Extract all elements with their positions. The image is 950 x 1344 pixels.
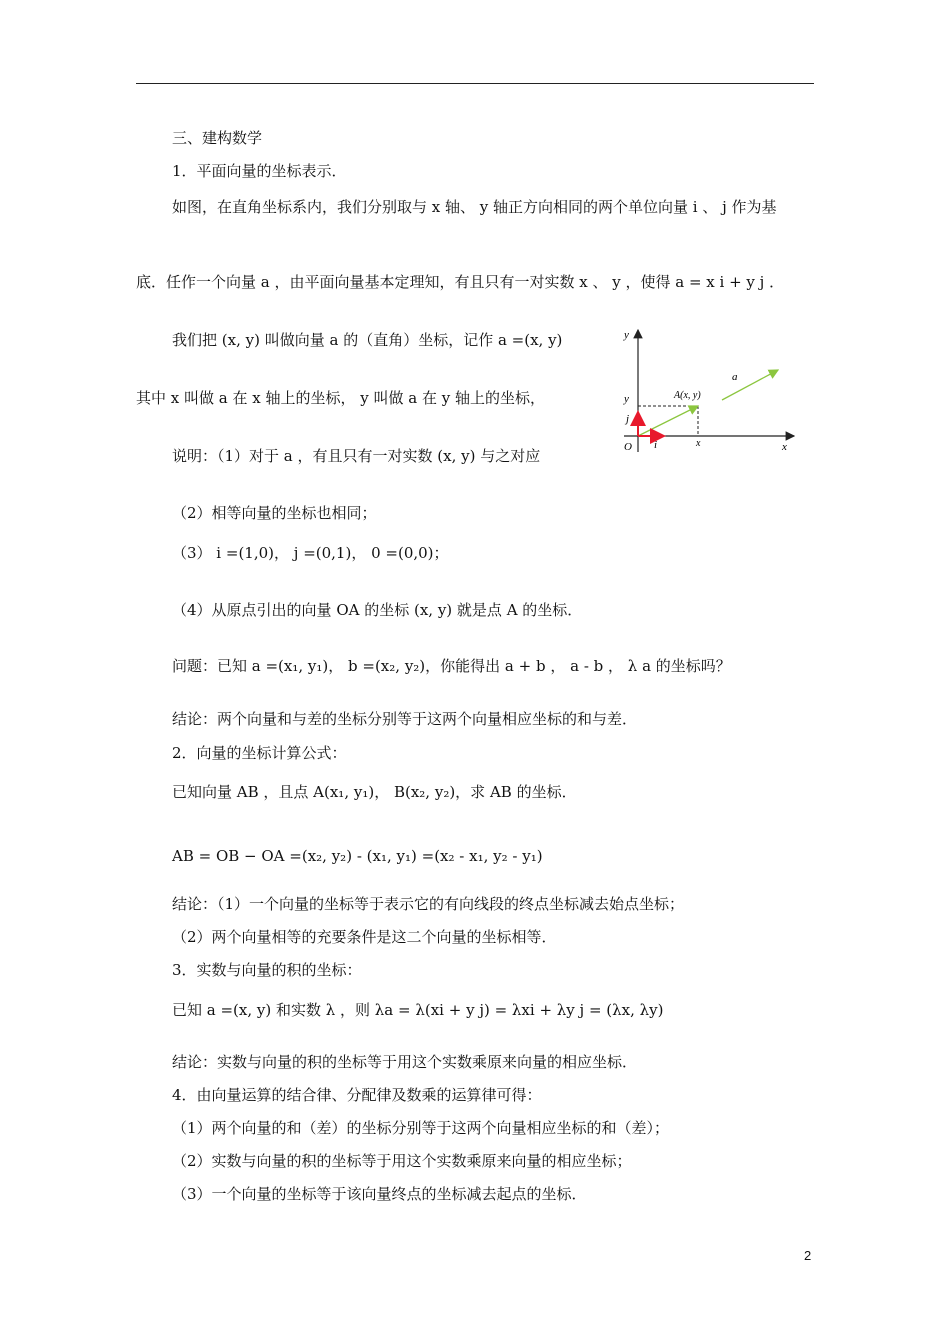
unit-j-label: j [626, 413, 630, 425]
rule-line: （1）两个向量的和（差）的坐标分别等于这两个向量相应坐标的和（差）； [172, 1119, 670, 1137]
y-coordinate-label: y [624, 393, 629, 405]
conclusion-line: 结论：（1）一个向量的坐标等于表示它的有向线段的终点坐标减去始点坐标； [172, 895, 685, 913]
conclusion-line: 结论：两个向量和与差的坐标分别等于这两个向量相应坐标的和与差． [172, 710, 638, 728]
paragraph-line: 其中 x 叫做 a 在 x 轴上的坐标， y 叫做 a 在 y 轴上的坐标， [136, 389, 545, 407]
rule-line: （3）一个向量的坐标等于该向量终点的坐标减去起点的坐标． [172, 1185, 587, 1203]
coordinate-figure [610, 322, 800, 457]
note-line: （2）相等向量的坐标也相同； [172, 504, 377, 522]
y-axis-label: y [624, 329, 629, 341]
subheading-1: 1．平面向量的坐标表示． [172, 162, 347, 180]
paragraph-line: 已知向量 AB ，且点 A(x₁, y₁)， B(x₂, y₂)，求 AB 的坐标． [172, 783, 577, 801]
note-line: （4）从原点引出的向量 OA 的坐标 (x, y) 就是点 A 的坐标． [172, 601, 583, 619]
subheading-4: 4．由向量运算的结合律、分配律及数乘的运算律可得： [172, 1086, 542, 1104]
paragraph-line: 如图，在直角坐标系内，我们分别取与 x 轴、 y 轴正方向相同的两个单位向量 i 、 j 作为基 [172, 198, 777, 216]
paragraph-line: 底．任作一个向量 a ，由平面向量基本定理知，有且只有一对实数 x 、 y ，使得 a = x i + y j ． [136, 273, 785, 291]
vector-a-arrow [722, 370, 778, 400]
page-number: 2 [804, 1248, 812, 1263]
x-axis-label: x [782, 441, 787, 453]
conclusion-line: （2）两个向量相等的充要条件是这二个向量的坐标相等． [172, 928, 557, 946]
header-rule [136, 83, 814, 84]
formula-line: 已知 a =(x, y) 和实数 λ ，则 λa = λ(xi + y j) = λxi + λy j = (λx, λy) [172, 1001, 664, 1019]
question-line: 问题：已知 a =(x₁, y₁)， b =(x₂, y₂)，你能得出 a + b ， a - b ， λ a 的坐标吗？ [172, 657, 731, 675]
section-heading: 三、建构数学 [172, 129, 263, 147]
rule-line: （2）实数与向量的积的坐标等于用这个实数乘原来向量的相应坐标； [172, 1152, 632, 1170]
x-coordinate-label: x [696, 438, 701, 449]
subheading-2: 2．向量的坐标计算公式： [172, 744, 347, 762]
vector-OA-arrow [638, 406, 698, 436]
paragraph-line: 我们把 (x, y) 叫做向量 a 的（直角）坐标，记作 a =(x, y) [172, 331, 563, 349]
note-line: （3） i =(1,0)， j =(0,1)， 0 =(0,0)； [172, 544, 449, 562]
conclusion-line: 结论：实数与向量的积的坐标等于用这个实数乘原来向量的相应坐标． [172, 1053, 638, 1071]
formula-line: AB = OB − OA =(x₂, y₂) - (x₁, y₁) =(x₂ - x₁, y₂ - y₁) [172, 847, 543, 865]
unit-i-label: i [654, 439, 658, 451]
origin-label: O [624, 441, 632, 453]
note-line: 说明：（1）对于 a ，有且只有一对实数 (x, y) 与之对应 [172, 447, 541, 465]
subheading-3: 3．实数与向量的积的坐标： [172, 961, 362, 979]
vector-a-label: a [732, 371, 738, 383]
point-A-label: A(x, y) [674, 390, 701, 401]
